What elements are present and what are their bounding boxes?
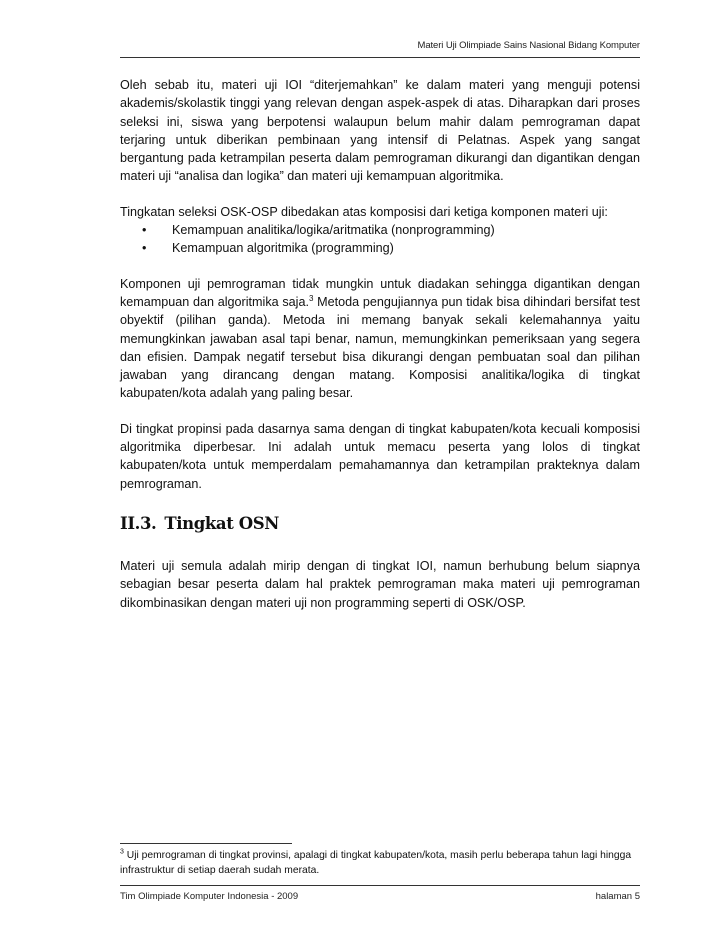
list-item: [120, 239, 640, 257]
section-paragraph: Materi uji semula adalah mirip dengan di tingkat IOI, namun berhubung belum siapnya sebagian besar peserta dalam hal praktek pemrograman maka materi uji pemrograman dikombinasikan dengan materi uji non programming seperti di OSK/OSP.: [120, 559, 640, 610]
footnote-reference[interactable]: 3: [308, 293, 314, 303]
section-title: Tingkat OSN: [164, 514, 279, 533]
footer-divider: [120, 885, 640, 886]
page-footer: [120, 891, 640, 902]
footnote: [120, 848, 640, 878]
section-body: [120, 557, 640, 612]
paragraph-2-intro: Tingkatan seleksi OSK-OSP dibedakan atas komposisi dari ketiga komponen materi uji:: [120, 204, 608, 219]
paragraph-3-rest: Metoda pengujiannya pun tidak bisa dihindari bersifat test obyektif (pilihan ganda). Metoda ini memang banyak sekali kelemahannya yaitu memungkinkan jawaban asal tapi benar, namun, memungkinkan pemeriksaan yang segera dan efisien. Dampak negatif tersebut bisa dikurangi dengan pembuatan soal dan pilihan jawaban yang dirancang dengan matang. Komposisi analitika/logika di tingkat kabupaten/kota adalah yang paling besar.: [120, 294, 640, 401]
list-item-text: Kemampuan algoritmika (programming): [172, 241, 394, 256]
running-header: Materi Uji Olimpiade Sains Nasional Bidang Komputer: [417, 40, 640, 51]
paragraph-3: [120, 275, 640, 403]
footer-organization: Tim Olimpiade Komputer Indonesia - 2009: [120, 891, 299, 902]
header-divider: [120, 57, 640, 58]
footnote-divider: [120, 843, 292, 844]
section-number: II.3.: [120, 514, 157, 533]
body-text: [120, 76, 640, 510]
list-item-text: Kemampuan analitika/logika/aritmatika (nonprogramming): [172, 223, 495, 238]
page-number: halaman 5: [595, 891, 640, 902]
footnote-text: Uji pemrograman di tingkat provinsi, apalagi di tingkat kabupaten/kota, masih perlu beberapa tahun lagi hingga infrastruktur di setiap daerah sudah merata.: [120, 850, 632, 876]
section-heading: [120, 514, 640, 533]
component-list: [120, 221, 640, 258]
footnote-marker: 3: [120, 848, 124, 856]
paragraph-3-start: Komponen uji pemrograman tidak mungkin untuk diadakan sehingga digantikan dengan kemampuan dan algoritmika saja.: [120, 276, 640, 309]
paragraph-1: Oleh sebab itu, materi uji IOI “diterjemahkan” ke dalam materi yang menguji potensi akademis/skolastik tinggi yang relevan dengan aspek-aspek di atas. Diharapkan dari proses seleksi ini, siswa yang berpotensi walaupun belum mahir dalam pemrograman dapat terjaring untuk diberikan pembinaan yang intensif di Pelatnas. Aspek yang sangat bergantung pada ketrampilan peserta dalam pemrograman dikurangi dan digantikan dengan materi uji “analisa dan logika” dan materi uji kemampuan algoritmika.: [120, 78, 640, 184]
list-item: [120, 221, 640, 239]
bullet-icon: •: [142, 241, 147, 256]
bullet-icon: •: [142, 223, 147, 238]
paragraph-4: Di tingkat propinsi pada dasarnya sama dengan di tingkat kabupaten/kota kecuali komposisi algoritmika diperbesar. Ini adalah untuk memacu peserta yang lolos di tingkat kabupaten/kota untuk memperdalam pemahamannya dan ketrampilan prakteknya dalam pemrograman.: [120, 421, 640, 491]
